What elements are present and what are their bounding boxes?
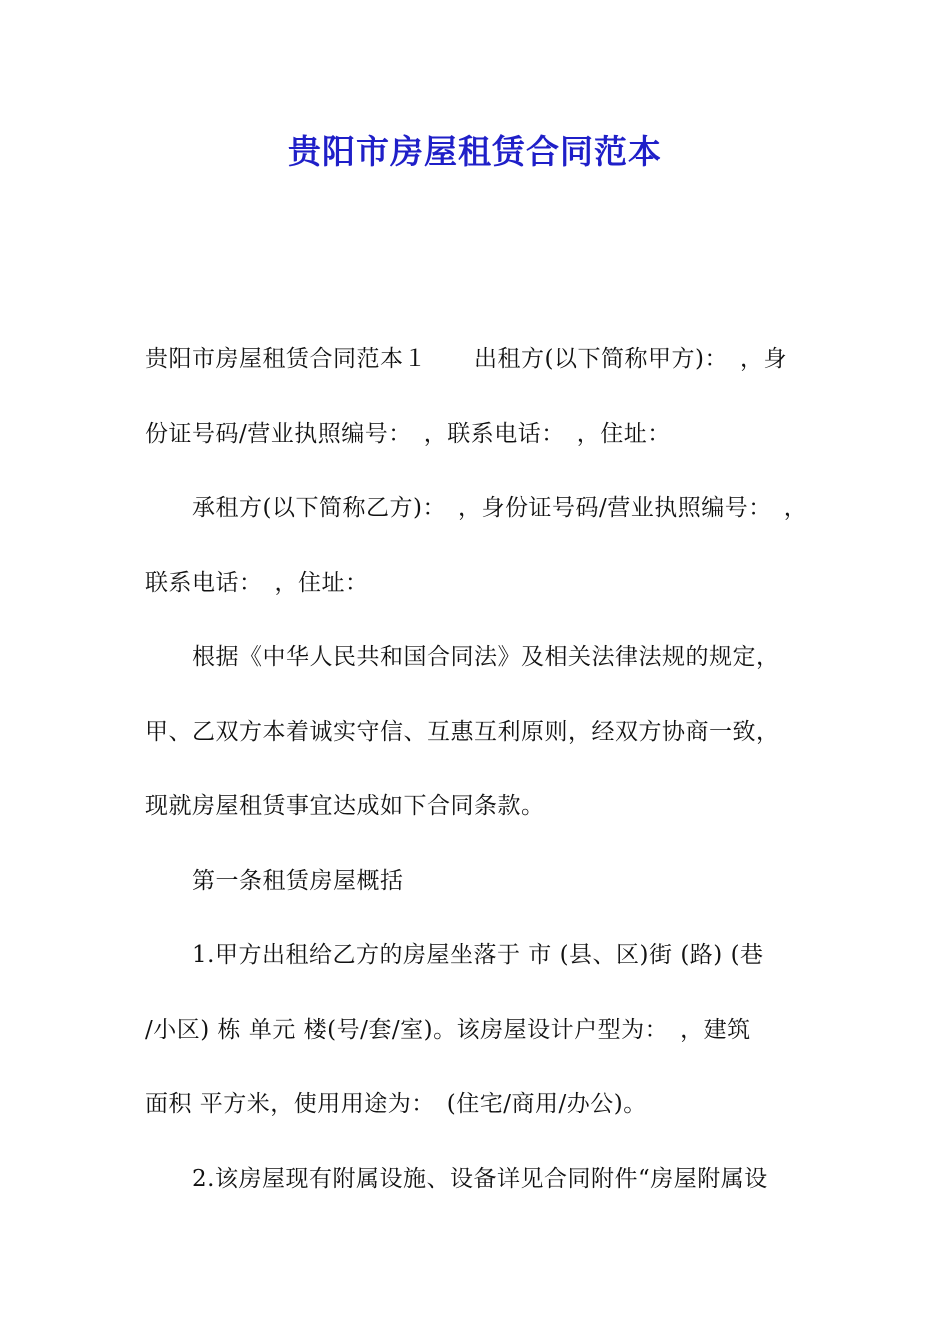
text-line: 承租方(以下简称乙方)： ，身份证号码/营业执照编号： ，: [145, 495, 808, 521]
text-line: 联系电话： ，住址：: [145, 570, 369, 596]
text-line: 1.甲方出租给乙方的房屋坐落于 市 (县、区)街 (路) (巷: [145, 942, 764, 968]
text-line: 甲、乙双方本着诚实守信、互惠互利原则，经双方协商一致，: [145, 719, 780, 745]
section-heading: 第一条租赁房屋概括: [145, 868, 404, 894]
text-line: 贵阳市房屋租赁合同范本１ 出租方(以下简称甲方)： ，身: [145, 346, 787, 372]
text-line: /小区) 栋 单元 楼(号/套/室)。该房屋设计户型为： ，建筑: [145, 1017, 751, 1043]
text-line: 现就房屋租赁事宜达成如下合同条款。: [145, 793, 545, 819]
document-title: 贵阳市房屋租赁合同范本: [288, 132, 662, 171]
text-line: 份证号码/营业执照编号： ，联系电话： ，住址：: [145, 421, 671, 447]
text-line: 面积 平方米，使用用途为： (住宅/商用/办公)。: [145, 1091, 647, 1117]
text-line: 根据《中华人民共和国合同法》及相关法律法规的规定，: [145, 644, 780, 670]
text-line: 2.该房屋现有附属设施、设备详见合同附件“房屋附属设: [145, 1166, 768, 1192]
